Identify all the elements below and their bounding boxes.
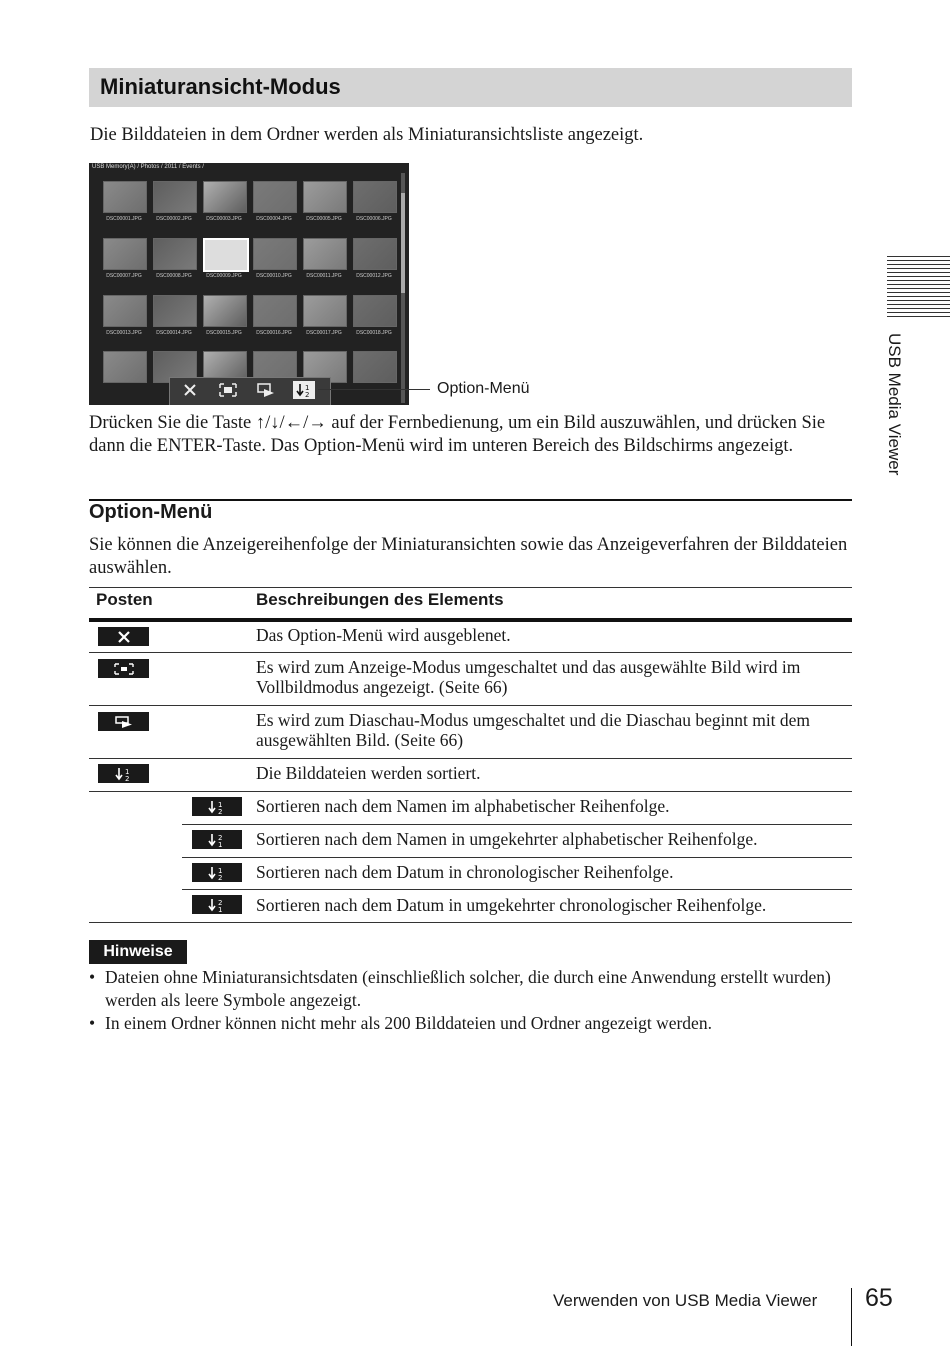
svg-text:2: 2 [218,807,223,815]
thumbnail-image [353,351,397,383]
stripe [887,292,950,293]
page-title: Miniaturansicht-Modus [100,74,341,99]
sort-name-asc-icon [192,797,242,816]
table-row-rule [89,758,852,759]
thumbnail-image [153,238,197,270]
thumbnail-caption: DSC00011.JPG [306,273,342,279]
svg-text:1: 1 [124,767,129,776]
table-row-rule [89,705,852,706]
thumbnail-image [203,295,247,327]
thumbnail-image [353,295,397,327]
thumbnail-image [303,295,347,327]
instruction-text: Drücken Sie die Taste ↑/↓/←/→ auf der Fernbedienung, um ein Bild auszuwählen, und drücken Sie dann die ENTER-Taste. Das Option-Menü wird im unteren Bereich des Bildschirms angezeigt. [89,413,826,456]
table-row-rule [182,857,852,858]
thumbnail-image [353,181,397,213]
stripe [887,260,950,261]
thumbnail-caption: DSC00017.JPG [306,330,342,336]
stripe [887,304,950,305]
intro-text: Die Bilddateien in dem Ordner werden als Miniaturansichtsliste angezeigt. [90,125,644,145]
table-cell: Sortieren nach dem Namen in umgekehrter alphabetischer Reihenfolge. [256,829,758,849]
thumbnail-image [103,351,147,383]
table-header-rule [89,618,852,622]
bullet: • [89,1013,96,1033]
stripe [887,280,950,281]
thumbnail-caption: DSC00004.JPG [256,216,292,222]
note-text: In einem Ordner können nicht mehr als 200 Bilddateien und Ordner angezeigt werden. [105,1013,712,1033]
thumbnail-image [303,181,347,213]
stripe [887,284,950,285]
table-cell: Es wird zum Anzeige-Modus umgeschaltet und das ausgewählte Bild wird im Vollbildmodus angezeigt. (Seite 66) [256,657,801,697]
thumbnail-image [203,238,249,272]
thumbnail-caption: DSC00005.JPG [306,216,342,222]
thumbnail-image [253,238,297,270]
table-header-beschreibung: Beschreibungen des Elements [256,590,504,609]
thumbnail-caption: DSC00009.JPG [206,273,242,279]
stripe [887,308,950,309]
side-tab-label: USB Media Viewer [885,333,904,476]
thumbnail-caption: DSC00012.JPG [356,273,392,279]
footer-divider [851,1288,852,1346]
sort-date-desc-icon [192,895,242,914]
slideshow-icon [255,381,277,399]
svg-text:1: 1 [218,866,223,875]
scrollbar-thumb [401,193,405,293]
svg-text:2: 2 [218,833,223,842]
table-cell: Sortieren nach dem Datum in chronologischer Reihenfolge. [256,862,674,882]
thumbnail-caption: DSC00013.JPG [106,330,142,336]
table-top-rule [89,587,852,588]
table-cell: Sortieren nach dem Namen im alphabetischer Reihenfolge. [256,796,670,816]
stripe [887,276,950,277]
notes-badge: Hinweise [89,940,187,964]
thumbnail-caption: DSC00001.JPG [106,216,142,222]
thumbnail-image [153,181,197,213]
svg-text:2: 2 [124,774,129,782]
svg-text:1: 1 [218,800,223,809]
sort-name-desc-icon [192,830,242,849]
thumbnail-caption: DSC00008.JPG [156,273,192,279]
table-row-rule [182,889,852,890]
table-cell: Es wird zum Diaschau-Modus umgeschaltet und die Diaschau beginnt mit dem ausgewählten Bild. (Seite 66) [256,710,811,750]
svg-text:1: 1 [218,840,223,848]
table-row-rule [89,791,852,792]
fullscreen-icon [98,659,149,678]
thumbnail-image [253,295,297,327]
thumbnail-caption: DSC00010.JPG [256,273,292,279]
stripe [887,288,950,289]
thumbnail-image [303,238,347,270]
bullet: • [89,967,96,987]
thumbnail-image [253,181,297,213]
table-row-rule [89,652,852,653]
svg-text:2: 2 [305,391,310,399]
close-icon [98,627,149,646]
footer-text: Verwenden von USB Media Viewer [553,1291,818,1310]
page-number: 65 [865,1284,893,1312]
stripe [887,256,950,257]
table-cell: Die Bilddateien werden sortiert. [256,763,481,783]
table-cell: Sortieren nach dem Datum in umgekehrter chronologischer Reihenfolge. [256,895,767,915]
table-bottom-rule [89,922,852,923]
thumbnail-caption: DSC00006.JPG [356,216,392,222]
stripe [887,268,950,269]
section-text: Sie können die Anzeigereihenfolge der Miniaturansichten sowie das Anzeigeverfahren der Bilddateien auswählen. [89,535,848,578]
svg-text:1: 1 [305,384,310,392]
thumbnail-image [203,181,247,213]
thumbnail-caption: DSC00014.JPG [156,330,192,336]
folder-path: USB Memory(A) / Photos / 2011 / Events / [92,164,204,170]
sort-icon [98,764,149,783]
section-heading: Option-Menü [89,501,213,523]
stripe [887,296,950,297]
side-tab-stripes [887,256,950,320]
thumbnail-caption: DSC00003.JPG [206,216,242,222]
close-icon [179,381,201,399]
section-title-bar [89,68,852,107]
stripe [887,300,950,301]
thumbnail-screenshot [89,163,409,405]
stripe [887,312,950,313]
thumbnail-image [353,238,397,270]
callout-line [318,389,430,390]
option-menu-callout: Option-Menü [437,380,530,397]
fullscreen-icon [217,381,239,399]
stripe [887,264,950,265]
stripe [887,272,950,273]
slideshow-icon [98,712,149,731]
thumbnail-caption: DSC00018.JPG [356,330,392,336]
thumbnail-image [103,181,147,213]
table-header-posten: Posten [96,590,153,609]
table-cell: Das Option-Menü wird ausgeblenet. [256,625,511,645]
note-text: Dateien ohne Miniaturansichtsdaten (einschließlich solcher, die durch eine Anwendung erstellt wurden) werden als leere Symbole angezeigt. [105,967,831,1010]
sort-icon [293,381,315,399]
svg-text:2: 2 [218,898,223,907]
thumbnail-caption: DSC00007.JPG [106,273,142,279]
svg-text:1: 1 [218,905,223,913]
svg-text:2: 2 [218,873,223,881]
thumbnail-image [153,295,197,327]
thumbnail-image [103,238,147,270]
sort-date-asc-icon [192,863,242,882]
thumbnail-caption: DSC00015.JPG [206,330,242,336]
thumbnail-caption: DSC00016.JPG [256,330,292,336]
table-row-rule [182,824,852,825]
thumbnail-image [103,295,147,327]
thumbnail-caption: DSC00002.JPG [156,216,192,222]
stripe [887,316,950,317]
